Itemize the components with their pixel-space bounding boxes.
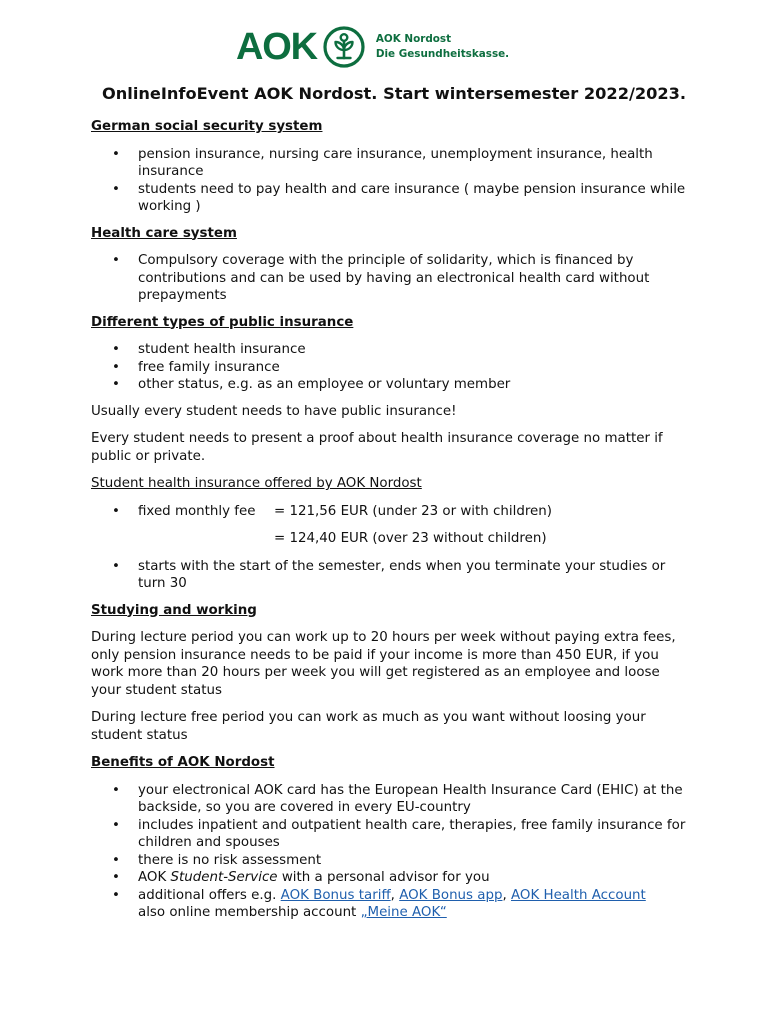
fee-label: • fixed monthly fee bbox=[138, 503, 256, 519]
link-bonus-tariff[interactable]: AOK Bonus tariff bbox=[280, 887, 391, 903]
logo-subtitle bbox=[376, 32, 509, 62]
healthcare-list bbox=[91, 252, 689, 305]
benefits-list bbox=[91, 782, 689, 922]
section-heading-working: Studying and working bbox=[91, 602, 257, 618]
section-heading-student-insurance: Student health insurance offered by AOK Nordost bbox=[91, 476, 422, 491]
section-heading-benefits: Benefits of AOK Nordost bbox=[91, 755, 275, 770]
paragraph-free-period: During lecture free period you can work as much as you want without loosing your student status bbox=[91, 710, 646, 743]
fee-over-23: = 124,40 EUR (over 23 without children) bbox=[274, 531, 547, 546]
list-item: • includes inpatient and outpatient health care, therapies, free family insurance for children and spouses bbox=[91, 817, 689, 852]
section-heading-social: German social security system bbox=[91, 119, 323, 134]
social-list bbox=[91, 146, 689, 216]
page-title: OnlineInfoEvent AOK Nordost. Start wintersemester 2022/2023. bbox=[102, 84, 687, 103]
aok-logo bbox=[236, 24, 526, 70]
list-item: • student health insurance bbox=[91, 341, 689, 359]
list-item-student-service bbox=[91, 869, 689, 887]
text: additional offers e.g. bbox=[138, 887, 281, 903]
text: with a personal advisor for you bbox=[277, 870, 490, 885]
types-list bbox=[91, 341, 689, 394]
document-body bbox=[91, 82, 689, 931]
list-item-fee-second bbox=[91, 530, 689, 548]
student-insurance-list bbox=[91, 503, 689, 593]
list-item-fee bbox=[91, 503, 689, 521]
link-bonus-app[interactable]: AOK Bonus app bbox=[399, 887, 503, 903]
paragraph-proof: Every student needs to present a proof about health insurance coverage no matter if public or private. bbox=[91, 431, 663, 464]
list-item: • starts with the start of the semester, ends when you terminate your studies or turn 30 bbox=[91, 558, 689, 593]
paragraph-public-insurance: Usually every student needs to have public insurance! bbox=[91, 403, 457, 419]
link-health-account[interactable]: AOK Health Account bbox=[511, 887, 646, 903]
list-item: • your electronical AOK card has the European Health Insurance Card (EHIC) at the backside, so you are covered in every EU-country bbox=[91, 782, 689, 817]
section-heading-types: Different types of public insurance bbox=[91, 314, 354, 330]
link-meine-aok[interactable]: „Meine AOK“ bbox=[360, 905, 447, 920]
text: also online membership account bbox=[138, 905, 361, 920]
fee-under-23: = 121,56 EUR (under 23 or with children) bbox=[274, 503, 552, 519]
tree-emblem-icon bbox=[323, 26, 365, 68]
section-heading-healthcare: Health care system bbox=[91, 225, 237, 241]
list-item: • free family insurance bbox=[91, 359, 689, 377]
logo-line1: AOK Nordost bbox=[375, 33, 452, 45]
logo-line2: Die Gesundheitskasse. bbox=[375, 48, 510, 60]
logo-wordmark: AOK bbox=[236, 26, 317, 68]
list-item: • Compulsory coverage with the principle of solidarity, which is financed by contributions and can be used by having an electronical health card without prepayments bbox=[91, 252, 689, 305]
list-item-additional-offers bbox=[91, 887, 689, 922]
list-item: • pension insurance, nursing care insurance, unemployment insurance, health insurance bbox=[91, 146, 689, 181]
list-item: • students need to pay health and care insurance ( maybe pension insurance while working ) bbox=[91, 181, 689, 216]
separator: , bbox=[502, 887, 511, 903]
list-item: • other status, e.g. as an employee or voluntary member bbox=[91, 376, 689, 394]
list-item: • there is no risk assessment bbox=[91, 852, 689, 870]
student-service-term: Student-Service bbox=[170, 870, 278, 885]
separator: , bbox=[390, 887, 400, 903]
paragraph-lecture-period: During lecture period you can work up to 20 hours per week without paying extra fees, only pension insurance needs to be paid if your income is more than 450 EUR, if you work more than 20 hours per week you will get registered as an employee and loose your student status bbox=[91, 630, 676, 698]
text: AOK bbox=[138, 870, 171, 885]
